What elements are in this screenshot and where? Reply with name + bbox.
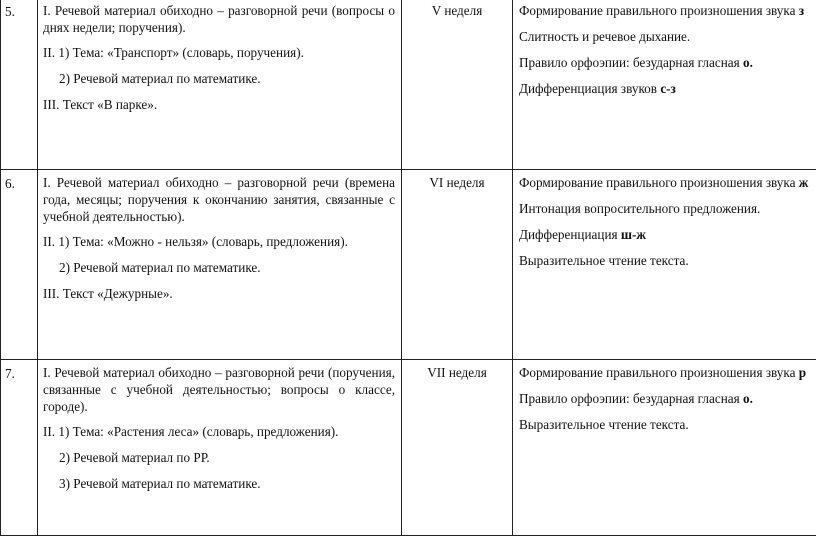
skill-line: Дифференциация звуков с-з (519, 80, 816, 97)
skill-line: Дифференциация ш-ж (519, 226, 816, 243)
skill-line: Формирование правильного произношения звука з (519, 2, 816, 19)
topic-line: 2) Речевой материал по РР. (59, 449, 395, 466)
skills-cell (513, 360, 816, 536)
table-row (1, 360, 816, 536)
week-cell: VI неделя (402, 170, 513, 360)
skill-line: Правило орфоэпии: безударная гласная о. (519, 54, 816, 71)
table-row (1, 170, 816, 360)
topic-line: III. Текст «Дежурные». (43, 285, 395, 302)
week-cell: VII неделя (402, 360, 513, 536)
topic-line: I. Речевой материал обиходно – разговорной речи (поручения, связанные с учебной деятельностью; вопросы о классе, городе). (43, 364, 395, 415)
skills-cell (513, 0, 816, 170)
topic-line: I. Речевой материал обиходно – разговорной речи (вопросы о днях недели; поручения). (43, 2, 395, 36)
row-number: 5. (1, 0, 38, 170)
table-row (1, 0, 816, 170)
topic-line: 2) Речевой материал по математике. (59, 259, 395, 276)
row-number: 7. (1, 360, 38, 536)
skill-line: Правило орфоэпии: безударная гласная о. (519, 390, 816, 407)
topic-cell (38, 170, 402, 360)
skill-line: Выразительное чтение текста. (519, 252, 816, 269)
skill-line: Слитность и речевое дыхание. (519, 28, 816, 45)
topic-line: II. 1) Тема: «Растения леса» (словарь, предложения). (43, 423, 395, 440)
week-cell: V неделя (402, 0, 513, 170)
topic-line: I. Речевой материал обиходно – разговорной речи (времена года, месяцы; поручения к окончанию занятия, связанные с учебной деятельностью). (43, 174, 395, 225)
skill-line: Формирование правильного произношения звука ж (519, 174, 816, 191)
skill-line: Интонация вопросительного предложения. (519, 200, 816, 217)
skill-line: Выразительное чтение текста. (519, 416, 816, 433)
skills-cell (513, 170, 816, 360)
topic-cell (38, 0, 402, 170)
topic-line: 2) Речевой материал по математике. (59, 70, 395, 87)
row-number: 6. (1, 170, 38, 360)
topic-line: II. 1) Тема: «Можно - нельзя» (словарь, предложения). (43, 233, 395, 250)
topic-line: III. Текст «В парке». (43, 96, 395, 113)
topic-line: II. 1) Тема: «Транспорт» (словарь, поручения). (43, 44, 395, 61)
skill-line: Формирование правильного произношения звука р (519, 364, 816, 381)
topic-cell (38, 360, 402, 536)
topic-line: 3) Речевой материал по математике. (59, 475, 395, 492)
